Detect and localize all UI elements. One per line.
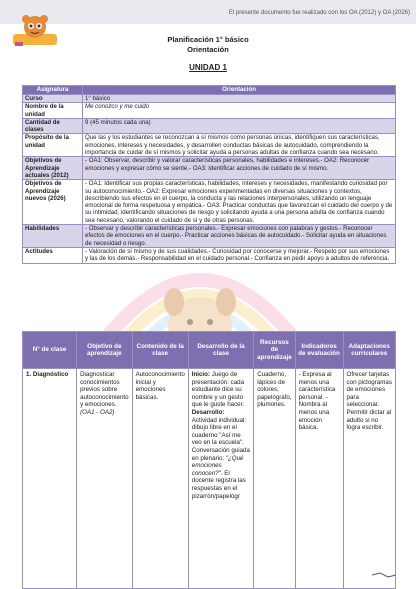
objetivo-oa: (OA1 - OA2) — [80, 408, 115, 416]
cell-indicadores: - Expresa al menos una característica personal. - Nombra al menos una emoción básica. — [295, 369, 343, 589]
cell-desarrollo — [188, 369, 253, 589]
inicio-label: Inicio: — [191, 371, 210, 378]
col-header-contenido: Contenido de la clase — [132, 332, 188, 369]
col-header-objetivo: Objetivo de aprendizaje — [77, 332, 133, 369]
desarrollo-end: . El docente registra las respuestas en el pizarrón/papelógr — [191, 469, 246, 500]
row-label: Curso — [23, 95, 83, 103]
row-label: Cantidad de clases — [23, 118, 83, 134]
row-label: Actitudes — [23, 247, 83, 263]
desarrollo-question: "¿Qué emociones conocen?" — [191, 454, 244, 477]
row-value: Me conozco y me cuido — [83, 103, 396, 119]
page-subtitle: Orientación — [187, 45, 229, 54]
table-row — [23, 180, 396, 225]
table-row — [23, 134, 396, 157]
cell-recursos: Cuaderno, lápices de colores, papelógrafo, plumones. — [254, 369, 295, 589]
class-plan-table — [22, 331, 396, 589]
row-label: Nombre de la unidad — [23, 103, 83, 119]
row-label: Objetivos de Aprendizaje actuales (2012) — [23, 157, 83, 180]
inicio-text: Juego de presentación: cada estudiante dice su nombre y un gesto que le guste hacer. — [191, 371, 245, 409]
objetivo-text: Diagnosticar conocimientos previos sobre autoconocimiento y emociones. — [80, 371, 129, 409]
cell-contenido: Autoconocimiento inicial y emociones básicas. — [132, 369, 188, 589]
row-label: Habilidades — [23, 225, 83, 248]
col-header-asignatura: Asignatura — [23, 86, 83, 95]
desarrollo-label: Desarrollo: — [191, 408, 225, 416]
col-header-clase: N° de clase — [23, 332, 77, 369]
table-row — [23, 103, 396, 119]
row-value: - Observar y describir características personales.- Expresar emociones con palabras y gestos.- Reconocer efectos de emociones en el cuerpo.- Practicar acciones básicas de autocuidado.- Solicitar ayuda en situaciones de necesidad o riesgo. — [83, 225, 396, 248]
table-row — [23, 369, 396, 589]
row-label: Propósito de la unidad — [23, 134, 83, 157]
unit-title: UNIDAD 1 — [189, 63, 227, 72]
unit-info-table — [22, 85, 396, 264]
row-value: Que las y los estudiantes se reconozcan a sí mismos como personas únicas, identifiquen sus características, emociones, intereses y necesidades, y desarrollen conductas básicas de autocuidado, comprendiendo la importancia de cuidar de sí mismos y solicitar ayuda a personas adultas de confianza cuando sea necesario. — [83, 134, 396, 157]
row-value: 1° básico — [83, 95, 396, 103]
footer-decoration-icon — [372, 572, 396, 578]
table-row — [23, 95, 396, 103]
table-row — [23, 157, 396, 180]
top-banner — [0, 0, 416, 24]
cell-adaptaciones: Ofrecer tarjetas con pictogramas de emociones para seleccionar. Permitir dictar al adulto si no logra escribir. — [343, 369, 395, 589]
col-header-adaptaciones: Adaptaciones curriculares — [343, 332, 395, 369]
col-header-recursos: Recursos de aprendizaje — [254, 332, 295, 369]
row-value: - OA1: Observar, describir y valorar características personales, habilidades e intereses.- OA2: Reconocer emociones y expresar cómo se siente.- OA3: Identificar acciones de cuidado de sí mismo. — [83, 157, 396, 180]
page-title: Planificación 1° básico — [167, 35, 249, 44]
col-header-indicadores: Indicadores de evaluación — [295, 332, 343, 369]
document-note: El presente documento fue realizado con los OA (2012) y OA (2026) — [228, 10, 410, 16]
table-row — [23, 118, 396, 134]
col-header-orientacion: Orientación — [83, 86, 396, 95]
row-value: 9 (45 minutos cada una) — [83, 118, 396, 134]
row-label: Objetivos de Aprendizaje nuevos (2026) — [23, 180, 83, 225]
row-value: - OA1: Identificar sus propias características, habilidades, intereses y necesidades, manifestando curiosidad por su autoconocimiento.- OA2: Expresar emociones experimentadas en diversas situaciones y contextos, describiendo sus efectos en el cuerpo, la conducta y las relaciones interpersonales, utilizando un lenguaje emocional de forma respetuosa y empática.- OA3: Practicar conductas que favorezcan el cuidado del cuerpo y de su intimidad, identificando situaciones de riesgo y solicitando ayuda a una persona adulta de confianza cuando sea necesario, valorando el cuidado de sí y de otras personas. — [83, 180, 396, 225]
row-value: - Valoración de sí mismo y de sus cualidades.- Curiosidad por conocerse y mejorar.- Respeto por sus emociones y las de los demás.- Responsabilidad en el cuidado personal.- Confianza en pedir apoyo a adultos de referencia. — [83, 247, 396, 263]
desarrollo-text: Actividad individual: dibujo libre en el cuaderno "Así me veo en la escuela". Conversación guiada en plenario: — [191, 416, 250, 462]
cell-clase: 1. Diagnóstico — [23, 369, 77, 589]
cell-objetivo — [77, 369, 133, 589]
col-header-desarrollo: Desarrollo de la clase — [188, 332, 253, 369]
